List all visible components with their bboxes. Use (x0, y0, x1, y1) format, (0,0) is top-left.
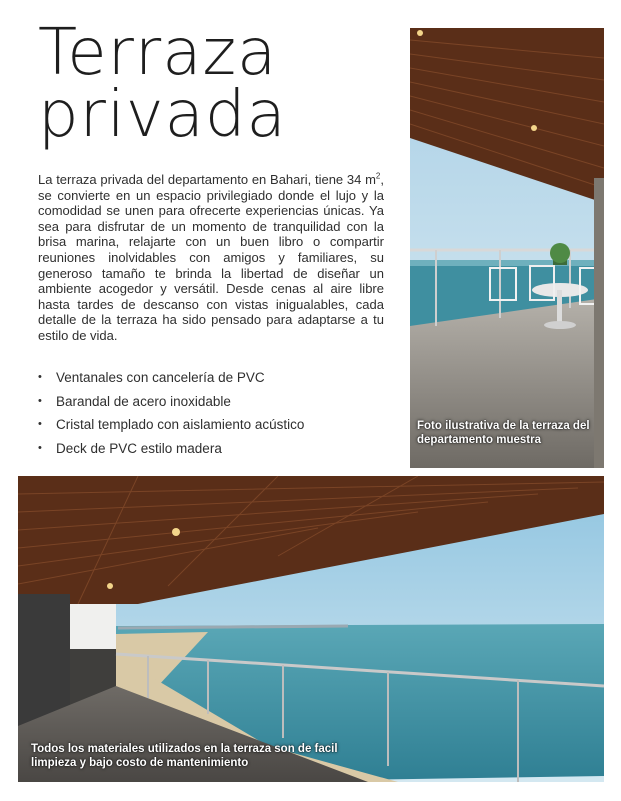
feature-item: • Deck de PVC estilo madera (38, 437, 388, 461)
title-line-1: Terraza (38, 16, 278, 90)
terrace-photo-bottom (18, 476, 604, 782)
terrace-photo-bottom-graphic (18, 476, 604, 782)
bottom-photo-caption: Todos los materiales utilizados en la terraza son de facil limpieza y bajo costo de mantenimiento (31, 743, 338, 769)
top-photo-caption: Foto ilustrativa de la terraza del departamento muestra (417, 420, 590, 446)
terrace-photo-top-graphic (410, 28, 604, 468)
title-line-2: privada (38, 78, 287, 152)
intro-text-start: La terraza privada del departamento en Bahari, tiene 34 m (38, 172, 376, 187)
features-list (38, 366, 388, 460)
page-title (38, 16, 378, 152)
feature-item: • Barandal de acero inoxidable (38, 390, 388, 414)
intro-text-end: , se convierte en un espacio privilegiado donde el lujo y la comodidad se unen para ofrecerte experiencias únicas. Ya sea para disfrutar de un momento de tranquilidad con la brisa marina, relajarte con un buen libro o compartir reuniones inolvidables con amigos y familiares, su generoso tamaño te brinda la libertad de diseñar un ambiente acogedor y versátil. Desde cenas al aire libre hasta tardes de descanso con vistas inigualables, cada detalle de la terraza ha sido pensado para adaptarse a tu estilo de vida. (38, 172, 384, 343)
terrace-photo-top (410, 28, 604, 468)
feature-item: • Cristal templado con aislamiento acústico (38, 413, 388, 437)
feature-item: • Ventanales con cancelería de PVC (38, 366, 388, 390)
area-superscript: 2 (375, 171, 381, 181)
intro-paragraph (38, 172, 384, 344)
